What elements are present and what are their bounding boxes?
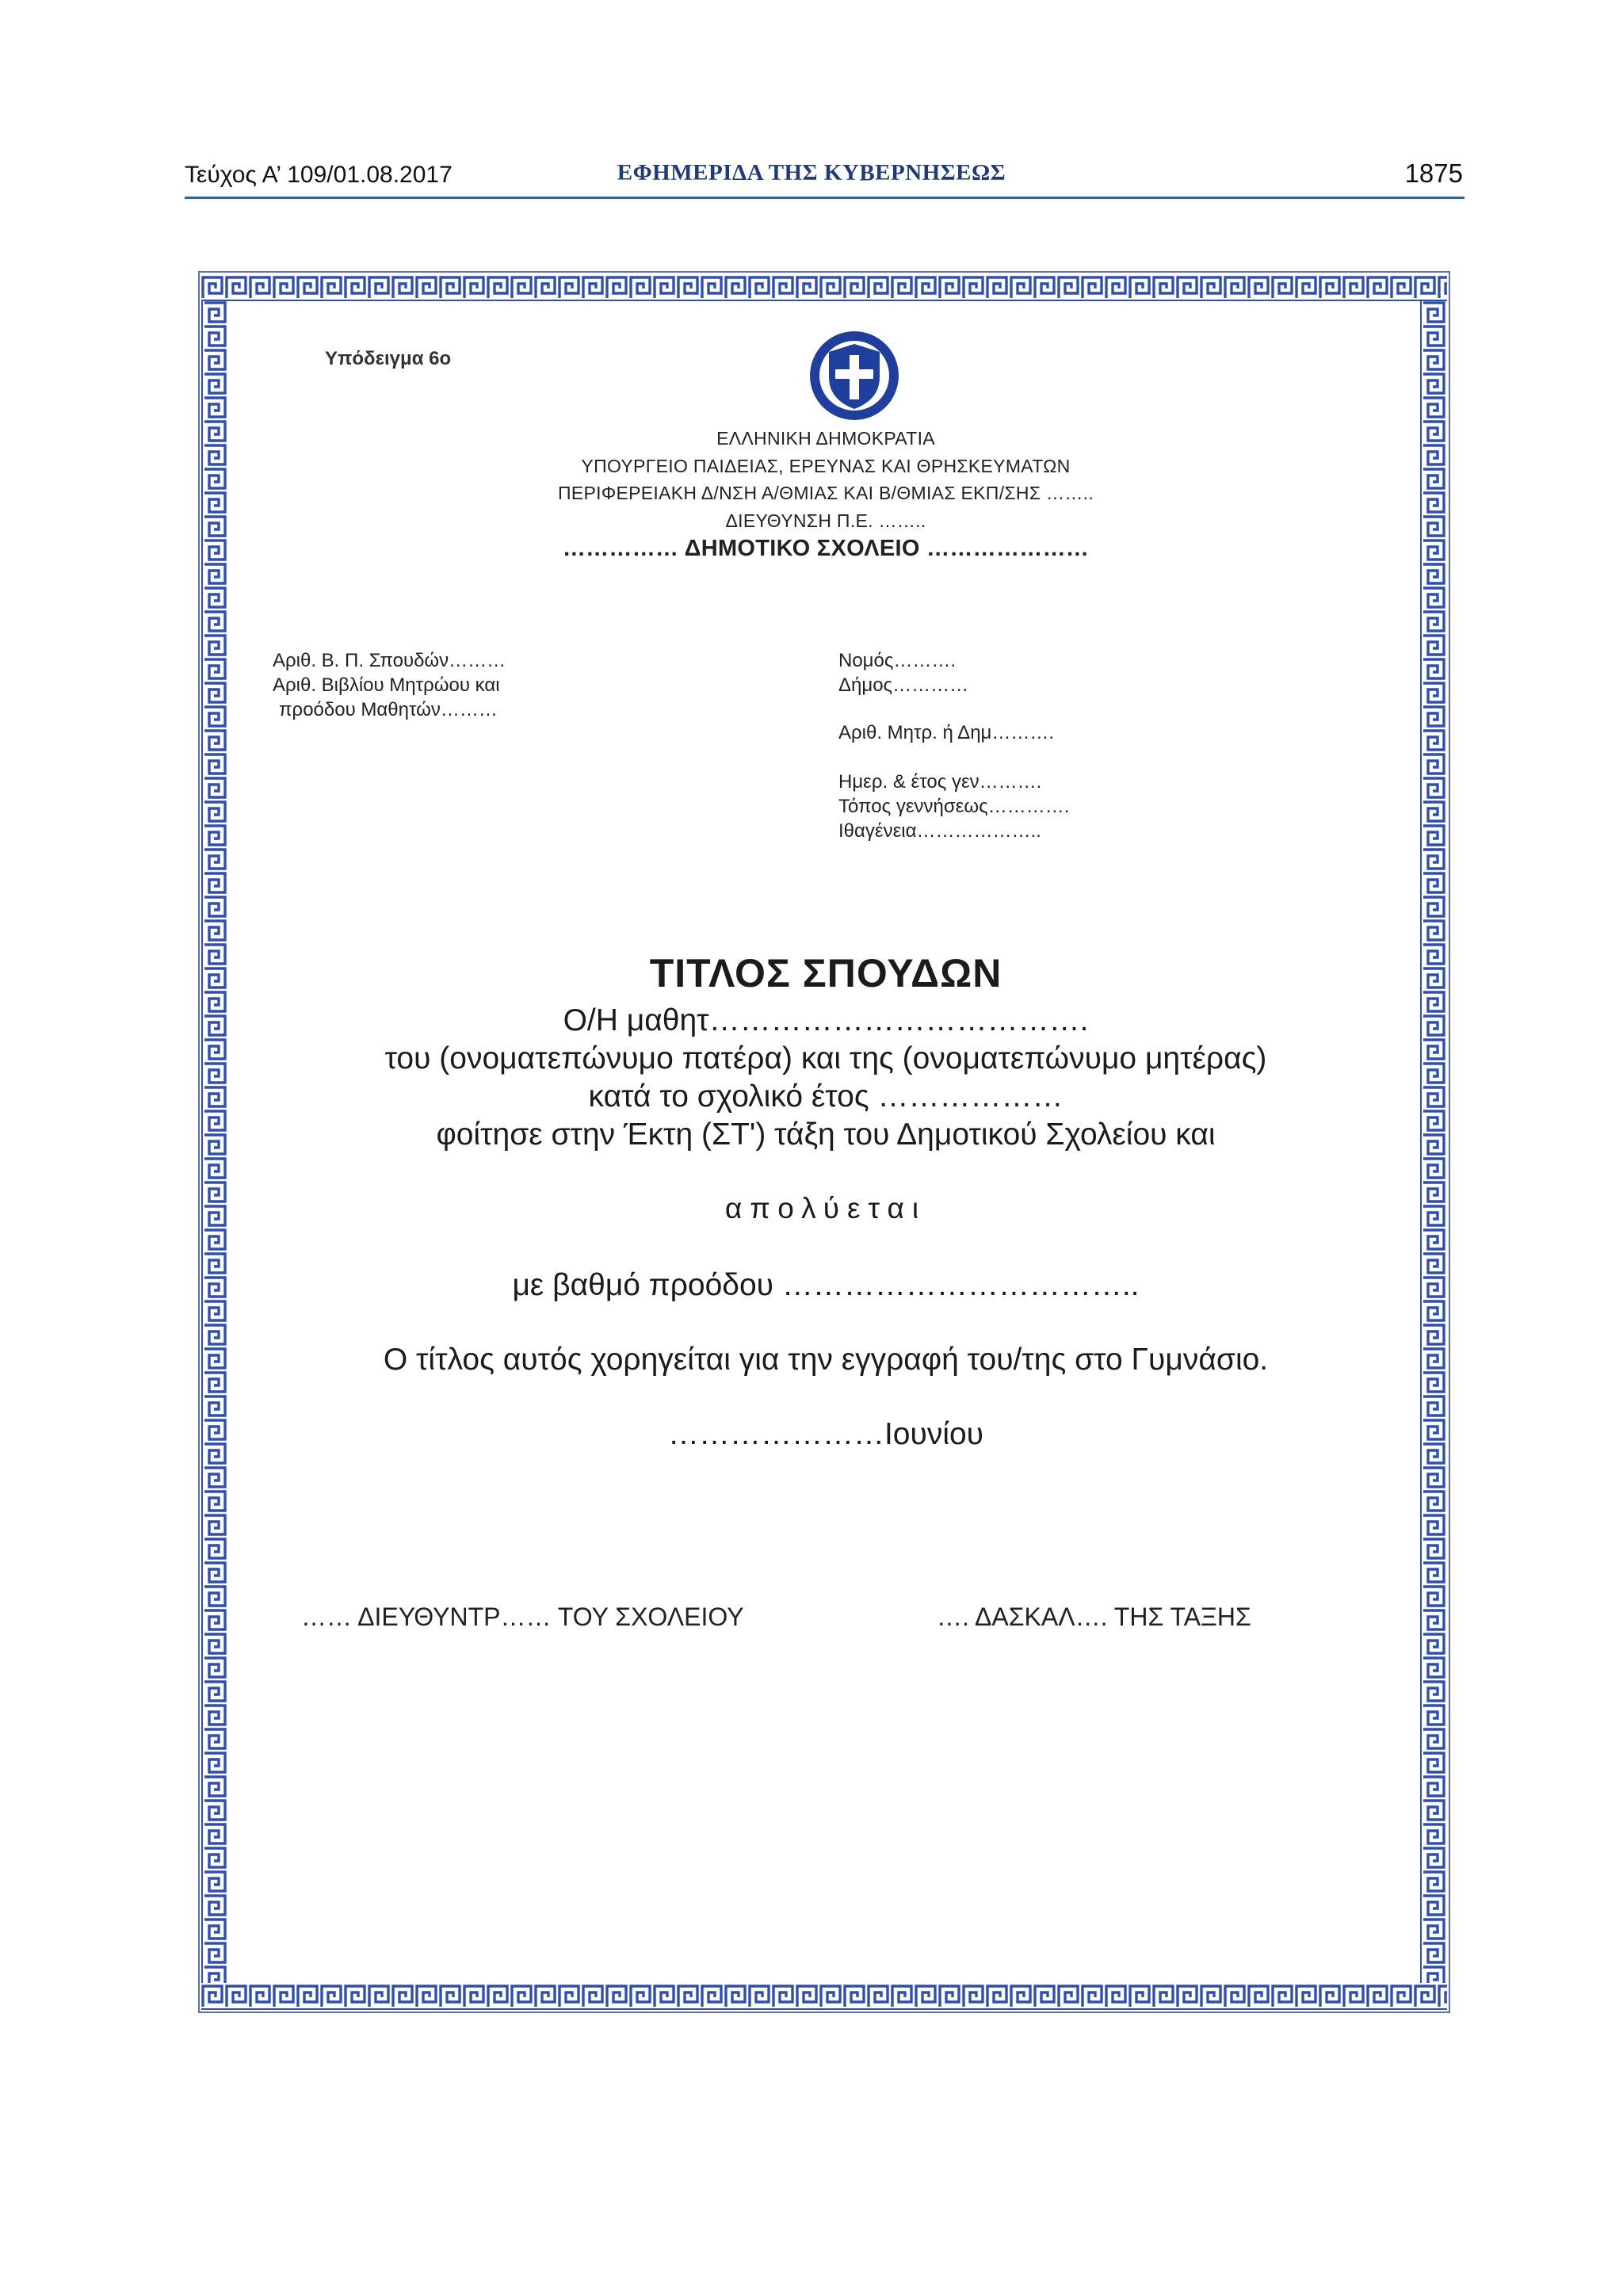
- page-number: 1875: [1404, 159, 1463, 188]
- issue-number: Τεύχος Α’ 109/01.08.2017: [185, 162, 453, 188]
- field-register-book-number: Αριθ. Βιβλίου Μητρώου και: [273, 674, 500, 696]
- header-line-regional-directorate: ΠΕΡΙΦΕΡΕΙΑΚΗ Δ/ΝΣΗ Α/ΘΜΙΑΣ ΚΑΙ Β/ΘΜΙΑΣ ΕΚΠ/ΣΗΣ ……..: [557, 483, 1094, 503]
- header-line-directorate: ΔΙΕΥΘΥΝΣΗ Π.Ε. ……..: [725, 510, 926, 531]
- field-registry-number: Αριθ. Μητρ. ή Δημ……….: [838, 722, 1055, 743]
- field-birth-place: Τόπος γεννήσεως………….: [838, 796, 1070, 817]
- body-line-school-year: κατά το σχολικό έτος ………………: [588, 1079, 1064, 1114]
- greek-coat-of-arms-icon: [807, 328, 902, 423]
- body-line-date: …………………Ιουνίου: [667, 1417, 984, 1451]
- signature-teacher: …. ΔΑΣΚΑΛ…. ΤΗΣ ΤΑΞΗΣ: [937, 1603, 1251, 1631]
- field-register-book-number-cont: προόδου Μαθητών………: [279, 699, 498, 720]
- body-line-student: Ο/Η μαθητ……………………………….: [563, 1003, 1089, 1037]
- header-line-republic: ΕΛΛΗΝΙΚΗ ΔΗΜΟΚΡΑΤΙΑ: [716, 428, 935, 449]
- field-nationality: Ιθαγένεια………………..: [838, 820, 1041, 842]
- gazette-title: ΕΦΗΜΕΡΙΔΑ ΤΗΣ ΚΥΒΕΡΝΗΣΕΩΣ: [617, 160, 1006, 185]
- body-line-grade: με βαθμό προόδου ……………………………..: [512, 1268, 1140, 1302]
- body-line-parents: του (ονοματεπώνυμο πατέρα) και της (ονοματεπώνυμο μητέρας): [384, 1041, 1267, 1075]
- certificate-title: ΤΙΤΛΟΣ ΣΠΟΥΔΩΝ: [649, 951, 1002, 995]
- body-line-purpose: Ο τίτλος αυτός χορηγείται για την εγγραφή του/της στο Γυμνάσιο.: [383, 1343, 1269, 1377]
- field-birth-date: Ημερ. & έτος γεν……….: [838, 771, 1042, 793]
- certificate-frame: [198, 271, 1450, 2013]
- body-line-graduates: απολύεται: [724, 1192, 927, 1224]
- header-line-ministry: ΥΠΟΥΡΓΕΙΟ ΠΑΙΔΕΙΑΣ, ΕΡΕΥΝΑΣ ΚΑΙ ΘΡΗΣΚΕΥΜΑΤΩΝ: [581, 456, 1071, 476]
- signature-principal: …… ΔΙΕΥΘΥΝΤΡ…… ΤΟΥ ΣΧΟΛΕΙΟΥ: [301, 1603, 744, 1631]
- meander-border-top: [201, 274, 1447, 301]
- field-prefecture: Νομός……….: [838, 650, 957, 671]
- header-rule: [185, 197, 1465, 199]
- header-line-school: …………… ΔΗΜΟΤΙΚΟ ΣΧΟΛΕΙΟ …………………: [562, 536, 1090, 561]
- meander-border-bottom: [201, 1983, 1447, 2010]
- body-line-class: φοίτησε στην Έκτη (ΣΤ') τάξη του Δημοτικού Σχολείου και: [436, 1117, 1216, 1152]
- field-studies-book-number: Αριθ. Β. Π. Σπουδών………: [273, 650, 506, 671]
- sample-label: Υπόδειγμα 6ο: [325, 348, 452, 369]
- field-municipality: Δήμος…………: [838, 674, 969, 696]
